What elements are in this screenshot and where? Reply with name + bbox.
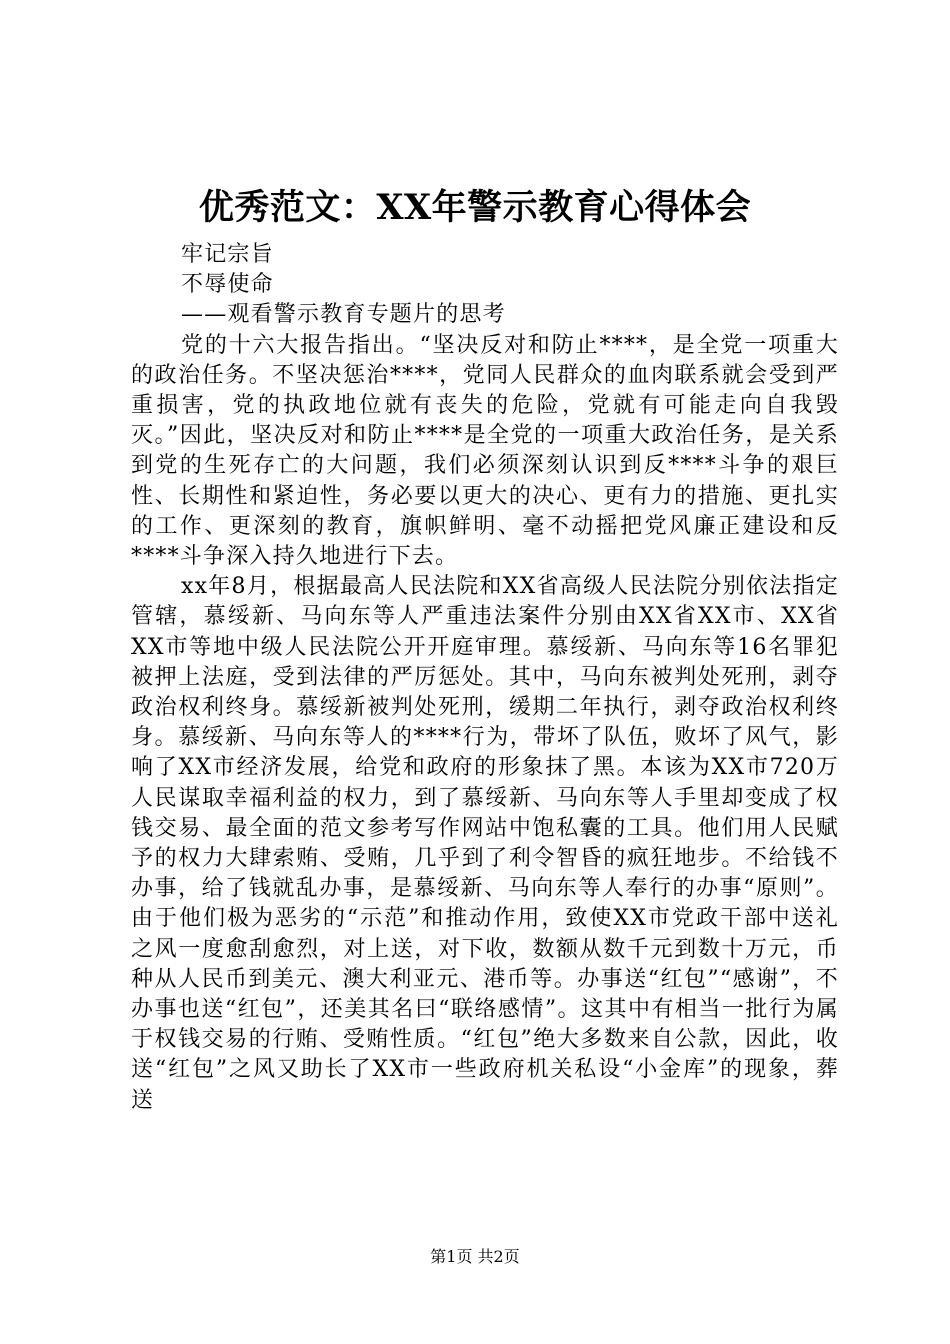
- document-body: [131, 240, 839, 1116]
- page-footer: 第1页 共2页: [430, 1247, 520, 1266]
- heading-line-2: 不辱使命: [181, 272, 274, 298]
- paragraph-2: xx年8月，根据最高人民法院和XX省高级人民法院分别依法指定管辖，慕绥新、马向东等人严重违法案件分别由XX省XX市、XX省XX市等地中级人民法院公开开庭审理。慕绥新、马向东等16名罪犯被押上法庭，受到法律的严厉惩处。其中，马向东被判处死刑，剥夺政治权利终身。慕绥新被判处死刑，缓期二年执行，剥夺政治权利终身。慕绥新、马向东等人的****行为，带坏了队伍，败坏了风气，影响了XX市经济发展，给党和政府的形象抹了黑。本该为XX市720万人民谋取幸福利益的权力，到了慕绥新、马向东等人手里却变成了权钱交易、最全面的范文参考写作网站中饱私囊的工具。他们用人民赋予的权力大肆索贿、受贿，几乎到了利令智昏的疯狂地步。不给钱不办事，给了钱就乱办事，是慕绥新、马向东等人奉行的办事“原则”。由于他们极为恶劣的“示范”和推动作用，致使XX市党政干部中送礼之风一度愈刮愈烈，对上送，对下收，数额从数千元到数十万元，币种从人民币到美元、澳大利亚元、港币等。办事送“红包”“感谢”，不办事也送“红包”，还美其名曰“联络感情”。这其中有相当一批行为属于权钱交易的行贿、受贿性质。“红包”绝大多数来自公款，因此，收送“红包”之风又助长了XX市一些政府机关私设“小金库”的现象，葬送: [131, 574, 839, 1113]
- heading-line-3: ——观看警示教育专题片的思考: [181, 302, 506, 328]
- paragraph-1: 党的十六大报告指出。“坚决反对和防止****，是全党一项重大的政治任务。不坚决惩治****，党同人民群众的血肉联系就会受到严重损害，党的执政地位就有丧失的危险，党就有可能走向自我毁灭。”因此，坚决反对和防止****是全党的一项重大政治任务，是关系到党的生死存亡的大问题，我们必须深刻认识到反****斗争的艰巨性、长期性和紧迫性，务必要以更大的决心、更有力的措施、更扎实的工作、更深刻的教育，旗帜鲜明、毫不动摇把党风廉正建设和反****斗争深入持久地进行下去。: [131, 332, 839, 570]
- heading-line-1: 牢记宗旨: [181, 242, 274, 267]
- document-title: 优秀范文：XX年警示教育心得体会: [198, 187, 752, 228]
